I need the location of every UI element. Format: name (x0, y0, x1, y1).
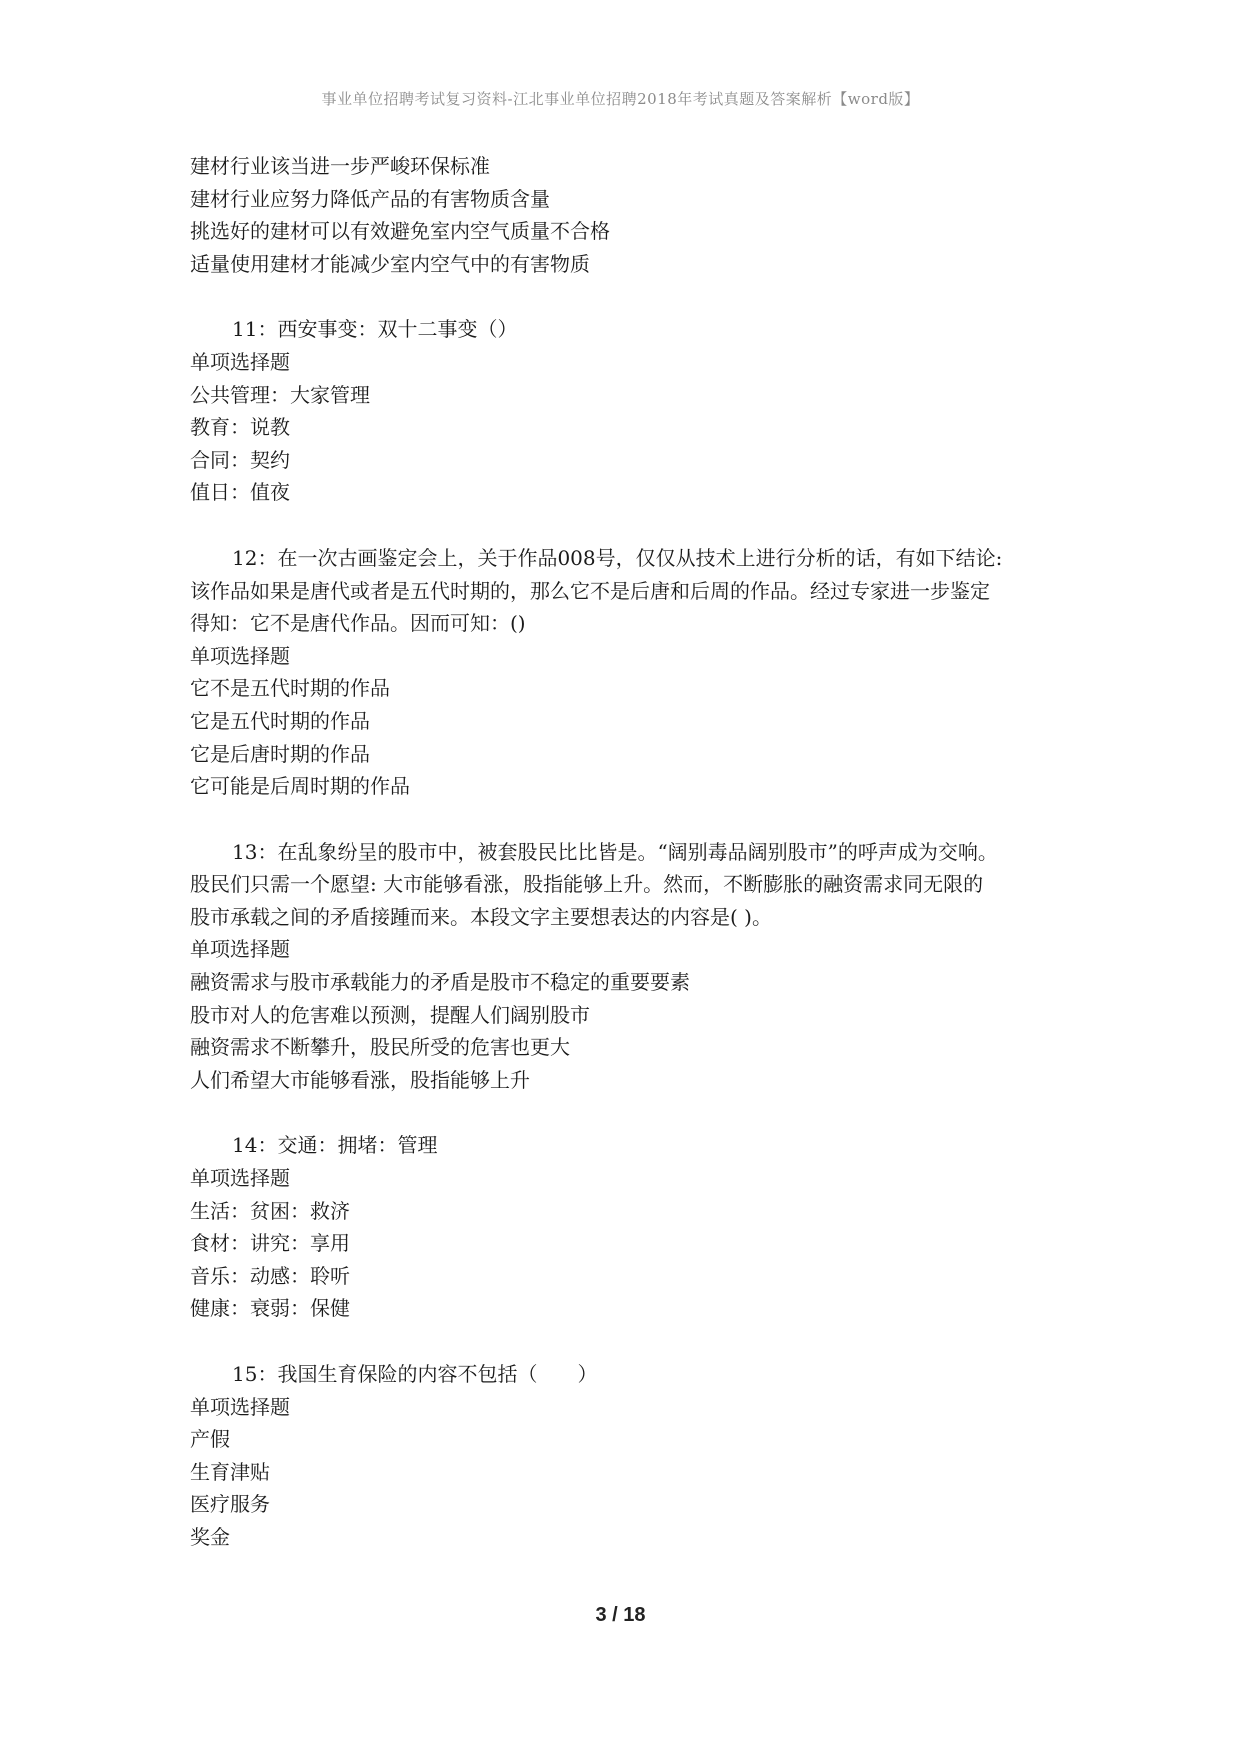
question-stem-continued: 得知：它不是唐代作品。因而可知：() (190, 611, 526, 636)
option-line: 建材行业该当进一步严峻环保标准 (190, 154, 490, 178)
question-stem-continued: 股市承载之间的矛盾接踵而来。本段文字主要想表达的内容是( )。 (190, 904, 772, 929)
option-line: 它是后唐时期的作品 (190, 741, 370, 766)
question-stem-continued: 股民们只需一个愿望: 大市能够看涨，股指能够上升。然而，不断膨胀的融资需求同无限的 (190, 872, 984, 897)
question-stem: 12：在一次古画鉴定会上，关于作品008号，仅仅从技术上进行分析的话，有如下结论: (232, 545, 1003, 570)
option-line: 融资需求不断攀升，股民所受的危害也更大 (190, 1035, 570, 1060)
option-line: 股市对人的危害难以预测，提醒人们阔别股市 (190, 1002, 590, 1027)
question-13 (190, 836, 1070, 1097)
option-line: 它是五代时期的作品 (190, 708, 370, 733)
option-line: 合同：契约 (190, 447, 290, 472)
option-line: 公共管理：大家管理 (190, 382, 370, 407)
option-line: 健康：衰弱：保健 (190, 1296, 350, 1321)
question-14 (190, 1129, 1070, 1325)
option-line: 食材：讲究：享用 (190, 1231, 350, 1256)
question-type: 单项选择题 (190, 643, 290, 668)
question-15 (190, 1358, 1070, 1554)
option-line: 生育津贴 (190, 1459, 270, 1484)
option-line: 它不是五代时期的作品 (190, 676, 390, 701)
option-line: 生活：贫困：救济 (190, 1198, 350, 1223)
option-line: 值日：值夜 (190, 480, 290, 505)
option-line: 教育：说教 (190, 415, 290, 440)
question-12 (190, 542, 1070, 803)
option-line: 音乐：动感：聆听 (190, 1263, 350, 1288)
question-stem: 11：西安事变：双十二事变（） (232, 317, 518, 342)
page-header: 事业单位招聘考试复习资料-江北事业单位招聘2018年考试真题及答案解析【word版】 (321, 90, 920, 108)
question-type: 单项选择题 (190, 1394, 290, 1419)
question-stem: 15：我国生育保险的内容不包括（ ） (232, 1362, 598, 1386)
option-line: 它可能是后周时期的作品 (190, 774, 410, 799)
carryover-options (190, 150, 1070, 280)
document-body (190, 150, 1070, 1554)
question-11 (190, 313, 1070, 509)
option-line: 产假 (190, 1427, 230, 1452)
option-line: 适量使用建材才能减少室内空气中的有害物质 (190, 251, 590, 276)
option-line: 奖金 (190, 1524, 230, 1549)
option-line: 建材行业应努力降低产品的有害物质含量 (190, 186, 550, 211)
question-stem: 14：交通：拥堵：管理 (232, 1133, 438, 1158)
page-number: 3 / 18 (595, 1604, 646, 1626)
question-type: 单项选择题 (190, 349, 290, 374)
question-stem-continued: 该作品如果是唐代或者是五代时期的，那么它不是后唐和后周的作品。经过专家进一步鉴定 (190, 578, 990, 603)
question-type: 单项选择题 (190, 1166, 290, 1191)
option-line: 挑选好的建材可以有效避免室内空气质量不合格 (190, 219, 610, 244)
question-type: 单项选择题 (190, 937, 290, 962)
option-line: 医疗服务 (190, 1492, 270, 1517)
option-line: 融资需求与股市承载能力的矛盾是股市不稳定的重要要素 (190, 970, 690, 995)
question-stem: 13：在乱象纷呈的股市中，被套股民比比皆是。“阔别毒品阔别股市”的呼声成为交响。 (232, 839, 998, 864)
option-line: 人们希望大市能够看涨，股指能够上升 (190, 1067, 530, 1092)
